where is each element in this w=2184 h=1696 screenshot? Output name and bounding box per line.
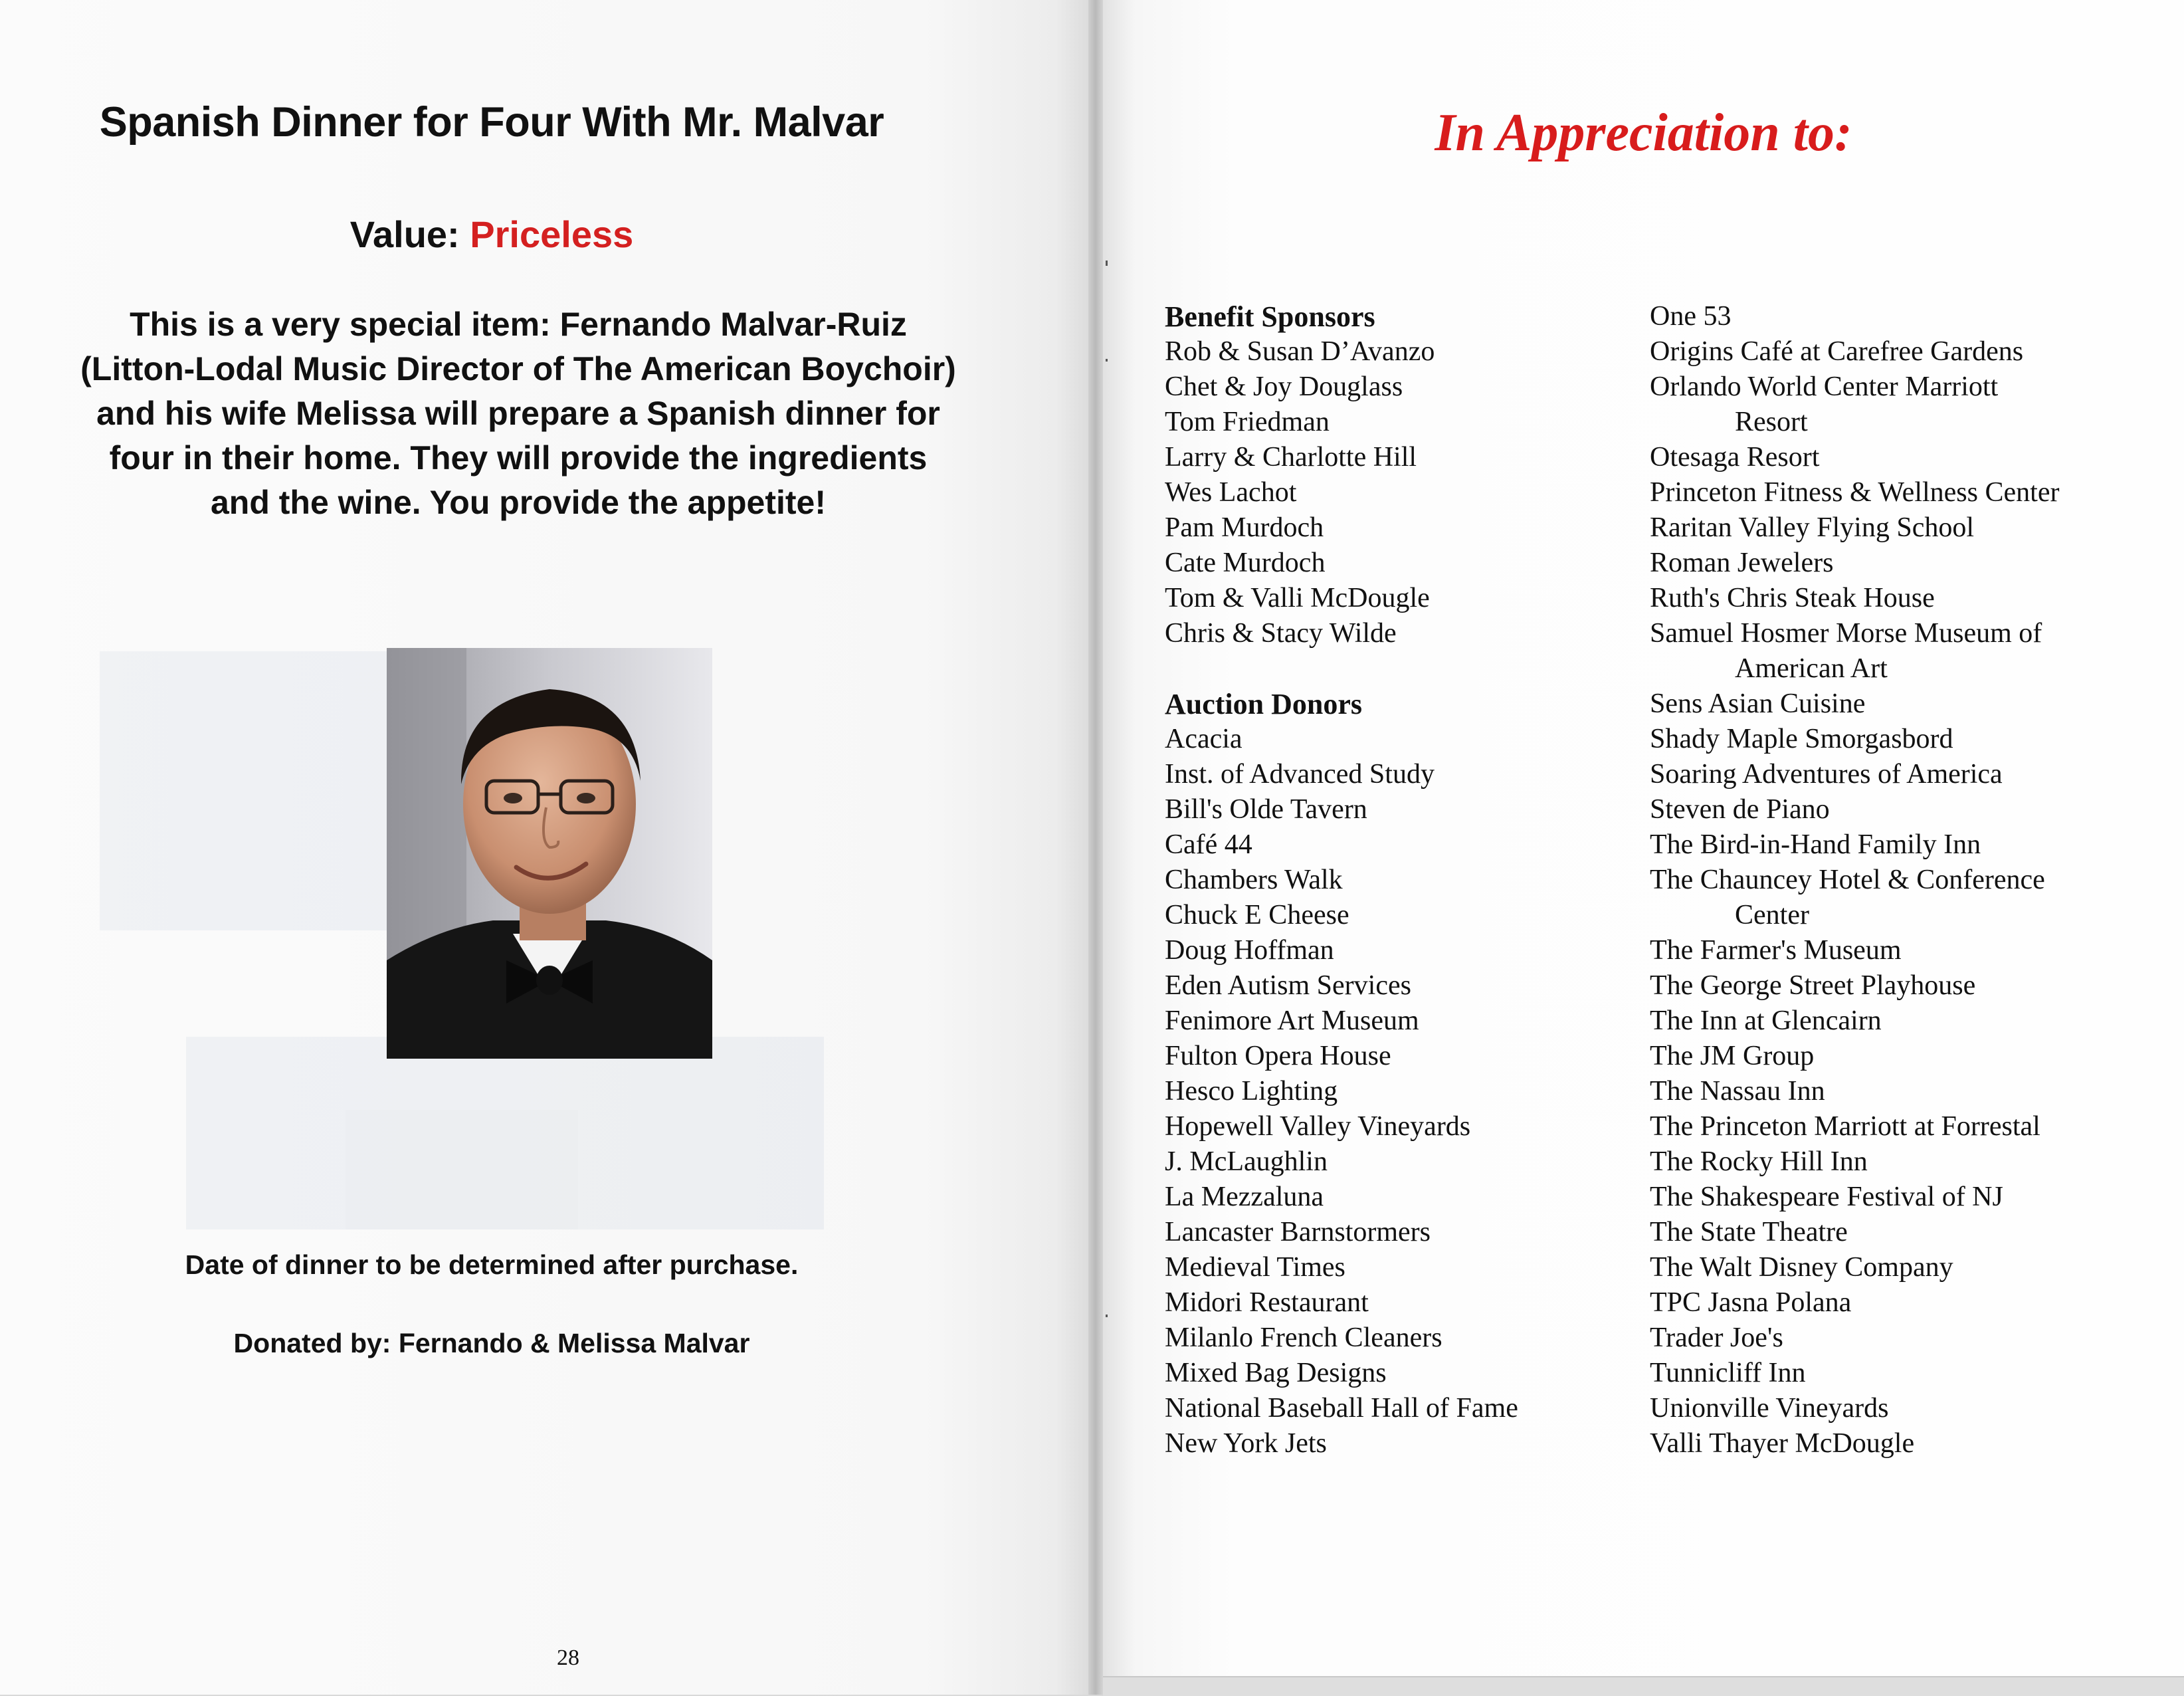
donor-name: Steven de Piano [1650, 794, 1830, 825]
donor-name: Tunnicliff Inn [1650, 1358, 1806, 1388]
donor-name: J. McLaughlin [1165, 1146, 1328, 1177]
donor-name: Lancaster Barnstormers [1165, 1217, 1431, 1247]
margin-mark [1106, 1315, 1108, 1317]
donor-name: Sens Asian Cuisine [1650, 689, 1866, 719]
sponsor-name: Cate Murdoch [1165, 548, 1326, 578]
donor-name: The Farmer's Museum [1650, 935, 1902, 966]
auction-donors-heading: Auction Donors [1165, 688, 1363, 720]
donor-name: Roman Jewelers [1650, 548, 1834, 578]
item-value [0, 213, 983, 256]
donor-name: One 53 [1650, 301, 1732, 332]
left-page [0, 0, 1088, 1695]
donor-name-continuation: Resort [1735, 407, 1808, 437]
donor-name: Shady Maple Smorgasbord [1650, 724, 1953, 754]
sponsor-name: Tom & Valli McDougle [1165, 583, 1430, 613]
donor-name: Raritan Valley Flying School [1650, 512, 1975, 543]
appreciation-heading: In Appreciation to: [1435, 104, 1852, 162]
donor-name: Bill's Olde Tavern [1165, 794, 1367, 825]
donor-name: Inst. of Advanced Study [1165, 759, 1435, 790]
date-note: Date of dinner to be determined after purchase. [185, 1249, 799, 1280]
sponsor-name: Pam Murdoch [1165, 512, 1324, 543]
donor-name: The Walt Disney Company [1650, 1252, 1953, 1283]
donor-name: The Bird-in-Hand Family Inn [1650, 829, 1981, 860]
donor-name: Eden Autism Services [1165, 970, 1411, 1001]
sponsor-name: Chet & Joy Douglass [1165, 371, 1403, 402]
donor-name: La Mezzaluna [1165, 1182, 1324, 1212]
donor-name: Origins Café at Carefree Gardens [1650, 336, 2024, 367]
value-label: Value: [349, 213, 460, 255]
donor-name: Milanlo French Cleaners [1165, 1323, 1442, 1353]
donor-name: The George Street Playhouse [1650, 970, 1976, 1001]
donor-name: Otesaga Resort [1650, 442, 1820, 473]
donor-name: The JM Group [1650, 1041, 1815, 1071]
donor-name: The Nassau Inn [1650, 1076, 1825, 1107]
donor-name: Orlando World Center Marriott [1650, 371, 1999, 402]
book-gutter [1088, 0, 1103, 1695]
donor-name: Hopewell Valley Vineyards [1165, 1111, 1471, 1142]
donor-name-continuation: American Art [1735, 653, 1888, 684]
donor-name: Soaring Adventures of America [1650, 759, 2003, 790]
donor-name: National Baseball Hall of Fame [1165, 1393, 1518, 1424]
donor-name: Doug Hoffman [1165, 935, 1334, 966]
sponsor-name: Tom Friedman [1165, 407, 1330, 437]
donor-name: Fulton Opera House [1165, 1041, 1391, 1071]
description-line: and the wine. You provide the appetite! [210, 484, 827, 521]
donor-name: Mixed Bag Designs [1165, 1358, 1387, 1388]
description-line: four in their home. They will provide the ingredients [109, 439, 928, 477]
sponsor-name: Wes Lachot [1165, 477, 1297, 508]
page-bottom-edge [1103, 1676, 2184, 1696]
sponsors-column [1165, 299, 1590, 1461]
margin-mark [1106, 359, 1108, 362]
donor-name: Ruth's Chris Steak House [1650, 583, 1935, 613]
donor-name: The Inn at Glencairn [1650, 1006, 1882, 1036]
donor-name: Café 44 [1165, 829, 1252, 860]
donor-name: The Chauncey Hotel & Conference [1650, 865, 2045, 895]
value-amount: Priceless [470, 213, 634, 255]
item-title: Spanish Dinner for Four With Mr. Malvar [99, 99, 884, 146]
donor-name: The Shakespeare Festival of NJ [1650, 1182, 2003, 1212]
donor-name: The Rocky Hill Inn [1650, 1146, 1868, 1177]
section-spacer [1165, 651, 1590, 687]
description-line: This is a very special item: Fernando Malvar-Ruiz [130, 306, 907, 343]
donor-name-continuation: Center [1735, 900, 1809, 930]
donor-name: The Princeton Marriott at Forrestal [1650, 1111, 2040, 1142]
item-description [80, 302, 957, 525]
sponsor-name: Larry & Charlotte Hill [1165, 442, 1417, 473]
donor-name: Medieval Times [1165, 1252, 1345, 1283]
sponsor-name: Rob & Susan D’Avanzo [1165, 336, 1435, 367]
donor-name: TPC Jasna Polana [1650, 1287, 1852, 1318]
donor-name: New York Jets [1165, 1428, 1327, 1459]
donor-name: Fenimore Art Museum [1165, 1006, 1419, 1036]
donor-name: Hesco Lighting [1165, 1076, 1338, 1107]
donor-name: Trader Joe's [1650, 1323, 1783, 1353]
donor-name: Chuck E Cheese [1165, 900, 1349, 930]
benefit-sponsors-heading: Benefit Sponsors [1165, 300, 1375, 333]
portrait-photo [387, 648, 712, 1059]
right-page [1103, 0, 2184, 1695]
description-line: and his wife Melissa will prepare a Spanish dinner for [96, 395, 940, 432]
sponsor-name: Chris & Stacy Wilde [1165, 618, 1397, 649]
donor-name: The State Theatre [1650, 1217, 1848, 1247]
donor-name: Princeton Fitness & Wellness Center [1650, 477, 2060, 508]
donors-column-2 [1650, 299, 2168, 1461]
description-line: (Litton-Lodal Music Director of The American Boychoir) [80, 350, 956, 387]
donor-name: Chambers Walk [1165, 865, 1343, 895]
donor-name: Unionville Vineyards [1650, 1393, 1889, 1424]
donor-name: Samuel Hosmer Morse Museum of [1650, 618, 2042, 649]
donated-by: Donated by: Fernando & Melissa Malvar [233, 1328, 750, 1358]
page-number: 28 [557, 1645, 579, 1670]
donor-name: Midori Restaurant [1165, 1287, 1369, 1318]
margin-mark [1106, 261, 1108, 266]
donor-name: Acacia [1165, 724, 1242, 754]
donor-name: Valli Thayer McDougle [1650, 1428, 1915, 1459]
